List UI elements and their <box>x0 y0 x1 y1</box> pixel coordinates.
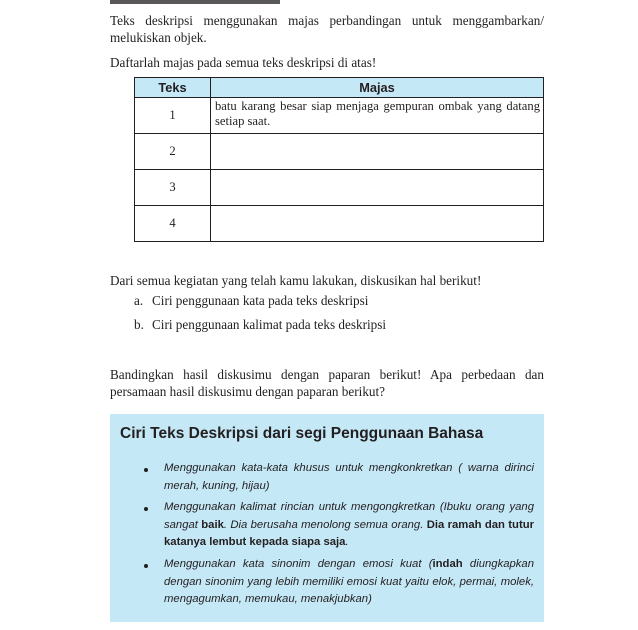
list-text: Ciri penggunaan kalimat pada teks deskripsi <box>152 317 387 332</box>
cut-off-heading <box>110 0 280 4</box>
bullet-item: Menggunakan kata-kata khusus untuk mengkonkretkan ( warna dirinci merah, kuning, hijau) <box>164 462 534 492</box>
bullet-icon <box>144 507 148 511</box>
table-row <box>135 206 544 242</box>
row-number: 1 <box>135 98 211 134</box>
bullet-icon <box>144 564 148 568</box>
table-row <box>135 134 544 170</box>
discussion-prompt: Dari semua kegiatan yang telah kamu lakukan, diskusikan hal berikut! <box>110 273 482 288</box>
table-row <box>135 98 544 134</box>
instruction-text: Daftarlah majas pada semua teks deskripsi di atas! <box>110 55 377 70</box>
header-majas: Majas <box>211 78 544 98</box>
header-teks: Teks <box>135 78 211 98</box>
table-row <box>135 170 544 206</box>
majas-table <box>134 77 544 242</box>
majas-cell <box>211 170 544 206</box>
bullet-icon <box>144 468 148 472</box>
comparison-paragraph: Bandingkan hasil diskusimu dengan paparan berikut! Apa perbedaan dan persamaan hasil diskusimu dengan paparan berikut? <box>110 367 544 399</box>
list-item <box>134 316 386 333</box>
majas-cell <box>211 134 544 170</box>
list-marker: b. <box>134 317 144 332</box>
row-number: 3 <box>135 170 211 206</box>
bullet-item: Menggunakan kata sinonim dengan emosi kuat (indah diungkapkan dengan sinonim yang lebih memiliki emosi kuat yaitu elok, permai, molek, mengagumkan, memukau, menakjubkan) <box>164 558 534 605</box>
majas-cell <box>211 206 544 242</box>
info-box <box>110 414 544 622</box>
list-marker: a. <box>134 293 144 308</box>
info-box-title: Ciri Teks Deskripsi dari segi Penggunaan Bahasa <box>120 425 484 442</box>
row-number: 4 <box>135 206 211 242</box>
bullet-item: Menggunakan kalimat rincian untuk mengongkretkan (Ibuku orang yang sangat baik. Dia berusaha menolong semua orang. Dia ramah dan tutur katanya lembut kepada siapa saja. <box>164 501 535 548</box>
majas-cell: batu karang besar siap menjaga gempuran ombak yang datang setiap saat. <box>211 98 544 134</box>
list-item <box>134 292 368 309</box>
list-text: Ciri penggunaan kata pada teks deskripsi <box>152 293 369 308</box>
intro-paragraph: Teks deskripsi menggunakan majas perbandingan untuk menggambarkan/ melukiskan objek. <box>110 13 544 45</box>
row-number: 2 <box>135 134 211 170</box>
